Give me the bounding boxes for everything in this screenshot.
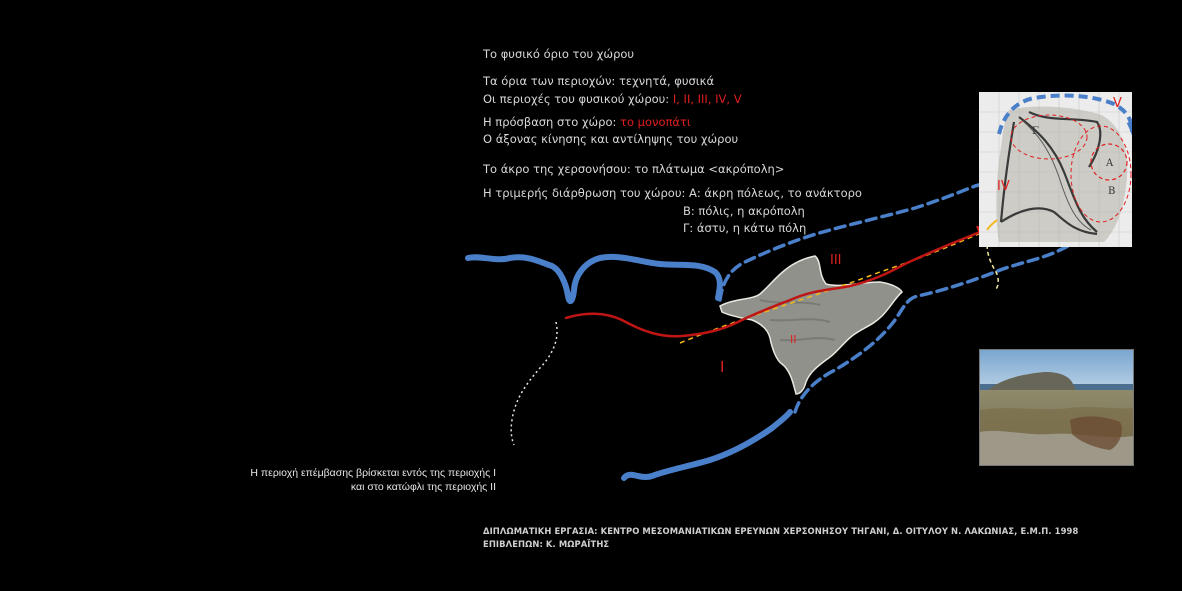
- region-label-1: I: [720, 358, 725, 376]
- text-natural-areas-prefix: Οι περιοχές του φυσικού χώρου:: [483, 92, 673, 106]
- zone-label-g: Γ: [1032, 126, 1039, 137]
- text-tripartite: Η τριμερής διάρθρωση του χώρου: Α: άκρη πόλεως, το ανάκτορο: [483, 186, 862, 200]
- zone-label-a: Α: [1106, 158, 1114, 169]
- text-access-prefix: Η πρόσβαση στο χώρο:: [483, 115, 621, 129]
- text-access-highlight: το μονοπάτι: [620, 115, 691, 129]
- zone-label-b: Β: [1108, 186, 1116, 197]
- site-photo: [979, 349, 1134, 466]
- intervention-note-line1: Η περιοχή επέμβασης βρίσκεται εντός της περιοχής I: [250, 467, 496, 479]
- coastline-lower: [624, 412, 790, 478]
- region-label-3: III: [830, 253, 842, 268]
- text-area-boundaries: Τα όρια των περιοχών: τεχνητά, φυσικά: [483, 74, 715, 88]
- credit-supervisor: ΕΠΙΒΛΕΠΩΝ: Κ. ΜΩΡΑΪΤΗΣ: [483, 539, 610, 549]
- intervention-note: [176, 466, 496, 494]
- acropolis-plan-drawing: [979, 92, 1132, 247]
- text-axis: Ο άξονας κίνησης και αντίληψης του χώρου: [483, 132, 739, 146]
- peninsula-shape: [720, 256, 902, 394]
- site-photo-drawing: [980, 350, 1133, 465]
- coastline-upper: [468, 257, 720, 301]
- text-peninsula-tip: Το άκρο της χερσονήσου: το πλάτωμα <ακρόπολη>: [483, 162, 785, 176]
- plan-yellow-connector: [987, 220, 997, 230]
- region-label-4: IV: [997, 179, 1010, 194]
- credit-thesis: ΔΙΠΛΩΜΑΤΙΚΗ ΕΡΓΑΣΙΑ: ΚΕΝΤΡΟ ΜΕΣΟΜΑΝΙΑΤΙΚΩΝ ΕΡΕΥΝΩΝ ΧΕΡΣΟΝΗΣΟΥ ΤΗΓΑΝΙ, Δ. ΟΙΤΥΛΟΥ Ν. ΛΑΚΩΝΙΑΣ, Ε.Μ.Π. 1998: [483, 526, 1079, 536]
- region-label-2: II: [790, 333, 797, 346]
- text-natural-areas-highlight: I, II, III, IV, V: [672, 92, 742, 106]
- acropolis-plan-inset: [979, 92, 1132, 247]
- text-zone-g: Γ: άστυ, η κάτω πόλη: [683, 221, 807, 235]
- intervention-note-line2: και στο κατώφλι της περιοχής II: [350, 481, 496, 493]
- title-natural-boundary: Το φυσικό όριο του χώρου: [483, 47, 635, 61]
- access-trail-dotted: [511, 322, 557, 445]
- text-zone-b: Β: πόλις, η ακρόπολη: [683, 204, 805, 218]
- region-label-5: V: [1113, 96, 1122, 111]
